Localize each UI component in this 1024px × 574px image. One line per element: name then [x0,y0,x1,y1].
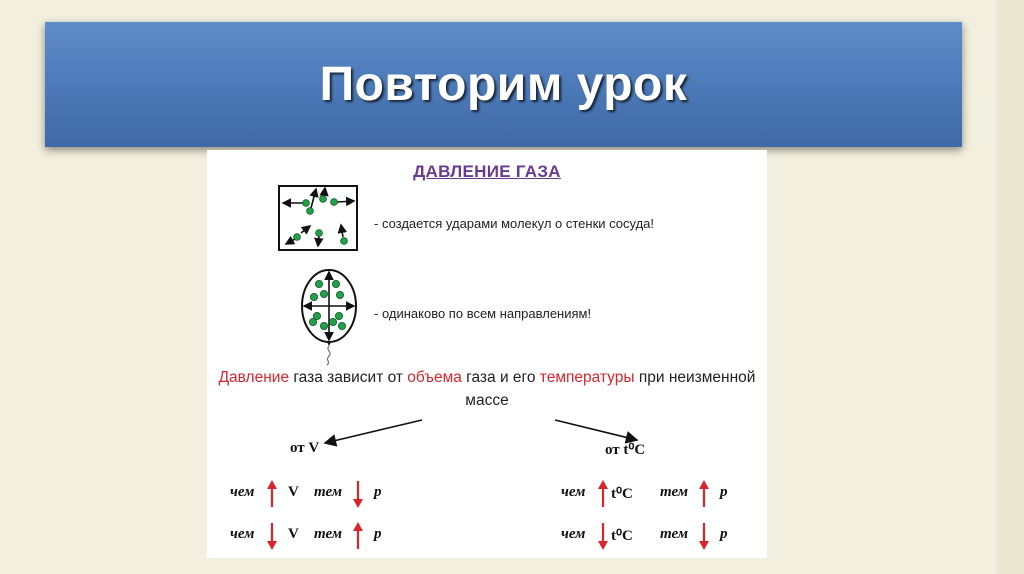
word-tem: тем [314,484,343,500]
sentence-text-1: газа зависит от [289,369,408,386]
title-banner [45,22,962,147]
slide-edge-strip [996,0,1024,574]
arrow-down-icon [353,480,363,508]
symbol-p: p [374,484,382,500]
sentence-text-2: газа и его [461,369,540,386]
note-all-directions: - одинаково по всем направлениям! [374,306,592,321]
gas-pressure-heading: ДАВЛЕНИЕ ГАЗА [413,162,561,181]
vessel-molecules-diagram [277,184,361,254]
symbol-p: p [720,526,728,542]
word-pressure: Давление [218,369,290,386]
symbol-temperature: t⁰C [611,486,633,502]
word-tem: тем [660,484,689,500]
rule-volume-down [230,526,430,552]
sentence-line-2: массе [465,392,509,409]
symbol-p: p [720,484,728,500]
word-chem: чем [230,484,255,500]
arrow-up-icon [699,480,709,508]
dependence-sentence [207,366,767,412]
arrow-down-icon [598,522,608,550]
slide-title: Повторим урок [319,58,688,111]
symbol-v: V [288,526,299,542]
arrow-up-icon [267,480,277,508]
balloon-diagram [297,266,363,366]
word-tem: тем [314,526,343,542]
word-chem: чем [561,526,586,542]
symbol-v: V [288,484,299,500]
rule-temperature-up [561,484,761,510]
symbol-temperature: t⁰C [611,528,633,544]
arrow-down-icon [699,522,709,550]
word-chem: чем [561,484,586,500]
symbol-p: p [374,526,382,542]
branch-temperature: от t⁰C [605,442,646,458]
note-collisions: - создается ударами молекул о стенки сосуда! [374,216,655,231]
lesson-image [207,150,767,558]
arrow-up-icon [598,480,608,508]
arrow-up-icon [353,522,363,550]
word-tem: тем [660,526,689,542]
word-temperature: температуры [539,369,635,386]
branch-volume: от V [290,440,320,456]
word-volume: объема [407,369,462,386]
sentence-text-3: при неизменной [634,369,756,386]
word-chem: чем [230,526,255,542]
rule-temperature-down [561,526,761,552]
rule-volume-up [230,484,430,510]
arrow-down-icon [267,522,277,550]
